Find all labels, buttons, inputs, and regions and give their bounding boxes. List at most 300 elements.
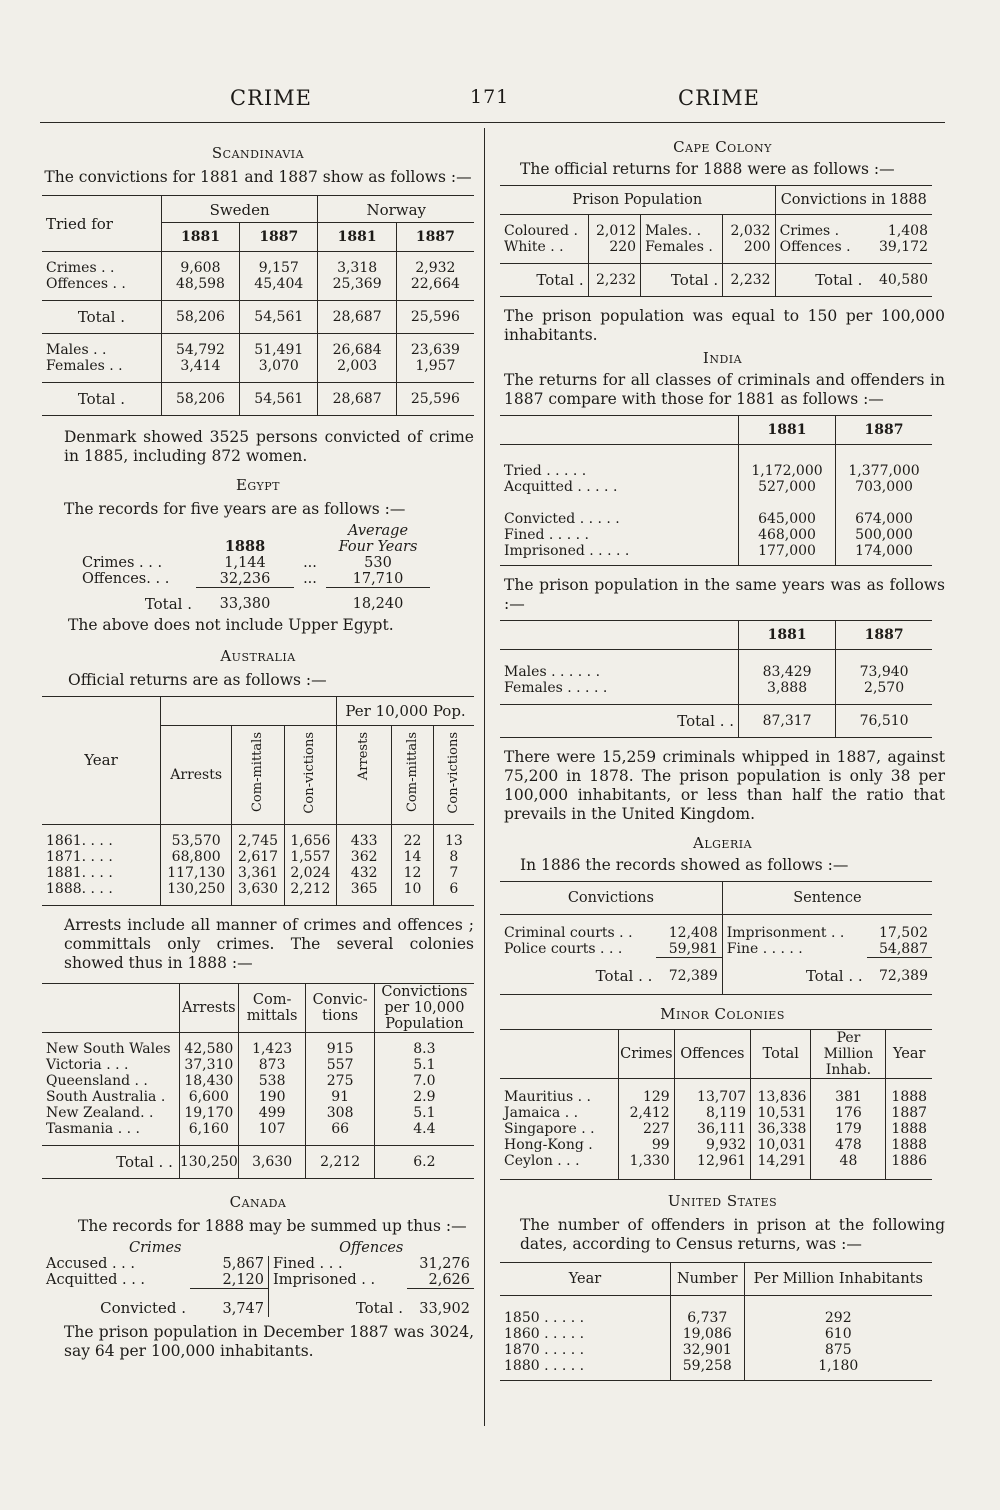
- table-cell: 275: [306, 1073, 374, 1089]
- col-arrests: Arrests: [179, 983, 238, 1032]
- colony-name: Mauritius . .: [504, 1089, 591, 1105]
- year-header: Year: [42, 697, 161, 825]
- table-cell: 54,792: [161, 334, 239, 359]
- dots: ...: [303, 571, 317, 587]
- table-cell: 538: [238, 1073, 306, 1089]
- year-header: 1881: [161, 223, 239, 252]
- table-cell: 3,318: [318, 252, 396, 277]
- row-label: Total . .: [722, 958, 866, 995]
- us-table: [500, 1262, 932, 1381]
- row-label: Offences . .: [46, 276, 126, 292]
- colony-name: New Zealand. .: [46, 1104, 154, 1121]
- row-label: Acquitted . . .: [46, 1271, 146, 1288]
- table-cell: 915: [306, 1032, 374, 1057]
- table-cell: 130,250: [161, 881, 232, 906]
- table-cell: 433: [337, 824, 392, 849]
- table-cell: 2,232: [723, 264, 775, 297]
- canada-intro: The records for 1888 may be summed up thus :—: [78, 1216, 467, 1235]
- table-cell: 28,687: [318, 301, 396, 334]
- header-rule: [40, 122, 945, 123]
- table-cell: 530: [364, 555, 392, 571]
- table-cell: 45,404: [240, 276, 318, 301]
- table-cell: 1,180: [744, 1358, 932, 1381]
- row-label: 1888. . . .: [46, 880, 113, 897]
- col-convictions: Convic-tions: [306, 983, 374, 1032]
- row-label: Criminal courts . .: [504, 925, 633, 941]
- table-cell: 1888: [886, 1121, 932, 1137]
- table-cell: 53,570: [161, 824, 232, 849]
- col-per-million: Per Million Inhabitants: [744, 1263, 932, 1296]
- norway-header: Norway: [318, 196, 474, 223]
- col-arrests-per: [337, 726, 392, 825]
- table-cell: 72,389: [668, 968, 718, 984]
- table-cell: 17,710: [326, 571, 430, 588]
- table-cell: 2,626: [407, 1272, 474, 1289]
- table-cell: 2,003: [318, 358, 396, 383]
- table-cell: 3,630: [232, 881, 284, 906]
- table-cell: 25,596: [396, 383, 474, 416]
- left-column: [42, 128, 474, 1361]
- scandinavia-intro: The convictions for 1881 and 1887 show as follows :—: [44, 168, 472, 186]
- right-column: [500, 128, 945, 1381]
- india-note: There were 15,259 criminals whipped in 1887, against 75,200 in 1878. The prison population is only 38 per 100,000 inhabitants, or less than half the ratio that prevails in the United Kingdom.: [504, 748, 945, 823]
- col-label: Con-victions: [445, 732, 461, 814]
- year-header: 1887: [240, 223, 318, 252]
- row-label: Total .: [144, 594, 192, 613]
- australia-title: Australia: [220, 647, 296, 665]
- india-prison-table: [500, 620, 932, 738]
- dots: ...: [303, 555, 317, 571]
- scandinavia-table: [42, 195, 474, 416]
- table-cell: 23,639: [396, 334, 474, 359]
- algeria-table: [500, 881, 932, 995]
- table-cell: 703,000: [836, 479, 932, 495]
- india-table: [500, 415, 932, 566]
- table-cell: 8,119: [674, 1105, 750, 1121]
- table-cell: 190: [238, 1089, 306, 1105]
- egypt-note: The above does not include Upper Egypt.: [68, 616, 394, 634]
- table-cell: 610: [744, 1326, 932, 1342]
- col-committals: [232, 726, 284, 825]
- year-header: 1887: [836, 621, 932, 650]
- table-cell: 3,747: [222, 1300, 264, 1317]
- table-cell: 25,596: [396, 301, 474, 334]
- scandinavia-title: Scandinavia: [211, 144, 305, 162]
- colony-name: Singapore . .: [504, 1121, 595, 1137]
- row-label: Females . . . . .: [504, 680, 608, 696]
- table-cell: 6.2: [374, 1145, 474, 1178]
- row-label: 1850 . . . . .: [504, 1310, 585, 1326]
- col-committals: Com-mittals: [238, 983, 306, 1032]
- table-cell: 179: [811, 1121, 886, 1137]
- table-cell: 18,430: [179, 1073, 238, 1089]
- table-cell: 32,901: [671, 1342, 745, 1358]
- row-label: 1860 . . . . .: [504, 1326, 585, 1342]
- table-cell: 33,902: [419, 1300, 470, 1317]
- row-label: Total .: [77, 308, 125, 326]
- table-cell: 1,172,000: [739, 445, 836, 480]
- cape-note: The prison population was equal to 150 per 100,000 inhabitants.: [504, 307, 945, 344]
- page-number: 171: [470, 86, 510, 108]
- india-title: India: [702, 349, 743, 367]
- table-cell: 14,291: [751, 1153, 811, 1180]
- table-cell: 39,172: [879, 239, 928, 255]
- minor-colonies-title: Minor Colonies: [660, 1005, 785, 1023]
- table-cell: 36,338: [751, 1121, 811, 1137]
- table-cell: 176: [811, 1105, 886, 1121]
- table-cell: 557: [306, 1057, 374, 1073]
- india-prison-intro: The prison population in the same years was as follows :—: [504, 576, 945, 613]
- cape-intro: The official returns for 1888 were as follows :—: [520, 160, 895, 178]
- table-cell: 5.1: [374, 1105, 474, 1121]
- crimes-header: Crimes: [129, 1239, 182, 1256]
- row-label: Accused . . .: [46, 1255, 136, 1272]
- canada-table: [42, 1240, 474, 1317]
- denmark-note: Denmark showed 3525 persons convicted of crime in 1885, including 872 women.: [64, 428, 474, 465]
- egypt-col-average: [326, 523, 430, 555]
- table-cell: 8: [433, 849, 474, 865]
- table-cell: 1,408: [887, 223, 928, 239]
- table-cell: 107: [238, 1121, 306, 1146]
- table-cell: 292: [744, 1296, 932, 1327]
- table-cell: 12,961: [674, 1153, 750, 1180]
- colony-name: Hong-Kong .: [504, 1137, 593, 1153]
- col-arrests: Arrests: [161, 726, 232, 825]
- table-cell: 19,086: [671, 1326, 745, 1342]
- table-cell: 13,707: [674, 1079, 750, 1106]
- table-cell: 54,561: [240, 383, 318, 416]
- table-cell: 674,000: [836, 495, 932, 527]
- row-label: Imprisoned . . . . .: [504, 543, 630, 559]
- tried-for-label: Tried for: [46, 214, 113, 233]
- table-cell: 58,206: [161, 301, 239, 334]
- table-cell: 527,000: [739, 479, 836, 495]
- table-cell: 1,377,000: [836, 445, 932, 480]
- row-label: 1870 . . . . .: [504, 1342, 585, 1358]
- table-cell: 42,580: [179, 1032, 238, 1057]
- table-cell: 32,236: [196, 571, 294, 588]
- table-cell: 875: [744, 1342, 932, 1358]
- australia-intro: Official returns are as follows :—: [68, 671, 327, 689]
- table-cell: 59,258: [671, 1358, 745, 1381]
- row-label: Females . .: [46, 358, 123, 374]
- table-cell: 2,024: [284, 865, 336, 881]
- table-cell: 8.3: [374, 1032, 474, 1057]
- sweden-header: Sweden: [161, 196, 318, 223]
- canada-title: Canada: [229, 1192, 287, 1211]
- row-label: Crimes .: [775, 215, 866, 240]
- row-label: Total . .: [677, 712, 734, 730]
- algeria-intro: In 1886 the records showed as follows :—: [520, 856, 849, 874]
- row-label: Imprisoned . .: [269, 1272, 408, 1289]
- egypt-title: Egypt: [235, 476, 281, 494]
- table-cell: 4.4: [374, 1121, 474, 1146]
- table-cell: 499: [238, 1105, 306, 1121]
- row-label: Acquitted . . . . .: [504, 479, 618, 495]
- year-header: 1881: [739, 621, 836, 650]
- table-cell: 26,684: [318, 334, 396, 359]
- table-cell: 54,887: [867, 941, 932, 958]
- row-label: Police courts . . .: [504, 941, 623, 957]
- colony-name: South Australia .: [46, 1088, 166, 1105]
- convictions-header: Convictions in 1888: [775, 186, 932, 215]
- table-cell: 76,510: [836, 705, 932, 738]
- table-cell: 220: [588, 239, 640, 264]
- row-label: Fined . . .: [269, 1256, 408, 1272]
- egypt-col-1888: 1888: [224, 538, 266, 555]
- row-label: Imprisonment . .: [722, 915, 866, 942]
- table-cell: 2,212: [284, 881, 336, 906]
- table-cell: 174,000: [836, 543, 932, 566]
- col-crimes: Crimes: [619, 1030, 675, 1079]
- table-cell: 1,330: [619, 1153, 675, 1180]
- row-label: Total .: [775, 264, 866, 297]
- col-total: Total: [751, 1030, 811, 1079]
- table-cell: 6,737: [671, 1296, 745, 1327]
- year-header: 1887: [836, 416, 932, 445]
- table-cell: 6,160: [179, 1121, 238, 1146]
- table-cell: 3,361: [232, 865, 284, 881]
- year-header: 1881: [739, 416, 836, 445]
- table-cell: 7.0: [374, 1073, 474, 1089]
- cape-table: [500, 185, 932, 297]
- table-cell: 1,957: [396, 358, 474, 383]
- table-cell: 3,070: [240, 358, 318, 383]
- row-label: Males. .: [641, 215, 723, 240]
- table-cell: 2,012: [588, 215, 640, 240]
- col-number: Number: [671, 1263, 745, 1296]
- egypt-table: [78, 523, 430, 612]
- col-year: Year: [886, 1030, 932, 1079]
- table-cell: 1,144: [224, 555, 266, 571]
- table-cell: 7: [433, 865, 474, 881]
- sentence-header: Sentence: [722, 882, 932, 915]
- table-cell: 1886: [886, 1153, 932, 1180]
- row-label: Males . . . . . .: [504, 664, 601, 680]
- average-label: Average: [347, 523, 409, 539]
- col-convictions-per: [433, 726, 474, 825]
- table-cell: 91: [306, 1089, 374, 1105]
- table-cell: 1,557: [284, 849, 336, 865]
- table-cell: 2,212: [306, 1145, 374, 1178]
- table-cell: 10,031: [751, 1137, 811, 1153]
- table-cell: 9,608: [161, 252, 239, 277]
- table-cell: 2,232: [588, 264, 640, 297]
- table-cell: 33,380: [219, 596, 271, 612]
- colony-name: Total . .: [116, 1152, 173, 1171]
- table-cell: 1,423: [238, 1032, 306, 1057]
- col-label: Com-mittals: [250, 732, 266, 813]
- row-label: Fined . . . . .: [504, 527, 589, 543]
- table-cell: 22: [392, 824, 433, 849]
- table-cell: 36,111: [674, 1121, 750, 1137]
- col-per-million: Per Million Inhab.: [811, 1030, 886, 1079]
- col-label: Com-mittals: [404, 732, 420, 813]
- table-cell: 25,369: [318, 276, 396, 301]
- row-label: Tried . . . . .: [504, 463, 587, 479]
- table-cell: 308: [306, 1105, 374, 1121]
- table-cell: 68,800: [161, 849, 232, 865]
- table-cell: 28,687: [318, 383, 396, 416]
- australia-note: Arrests include all manner of crimes and offences ; committals only crimes. The several colonies showed thus in 1888 :—: [64, 915, 474, 972]
- table-cell: 3,888: [739, 680, 836, 705]
- table-cell: 10: [392, 881, 433, 906]
- table-cell: 6: [433, 881, 474, 906]
- table-cell: 13,836: [751, 1079, 811, 1106]
- table-cell: 117,130: [161, 865, 232, 881]
- colony-name: Queensland . .: [46, 1072, 148, 1089]
- table-cell: 5,867: [222, 1255, 264, 1272]
- table-cell: 17,502: [879, 925, 928, 941]
- row-label: Offences .: [775, 239, 866, 264]
- table-cell: 59,981: [656, 941, 722, 958]
- table-cell: 48: [811, 1153, 886, 1180]
- table-cell: 3,630: [238, 1145, 306, 1178]
- row-label: Crimes . . .: [82, 555, 163, 571]
- table-cell: 381: [811, 1079, 886, 1106]
- row-label: 1871. . . .: [46, 848, 113, 865]
- table-cell: 2,617: [232, 849, 284, 865]
- table-cell: 2,412: [619, 1105, 675, 1121]
- table-cell: 13: [433, 824, 474, 849]
- table-cell: 3,414: [161, 358, 239, 383]
- col-convictions: [284, 726, 336, 825]
- table-cell: 73,940: [836, 650, 932, 681]
- col-year: Year: [568, 1271, 602, 1287]
- row-label: Convicted . . . . .: [504, 511, 620, 527]
- row-label: 1861. . . .: [46, 832, 113, 849]
- column-divider: [484, 128, 485, 1426]
- india-intro: The returns for all classes of criminals and offenders in 1887 compare with those for 1881 as follows :—: [504, 371, 945, 408]
- per-pop-header: Per 10,000 Pop.: [337, 697, 474, 726]
- table-cell: 227: [619, 1121, 675, 1137]
- us-intro: The number of offenders in prison at the following dates, according to Census returns, was :—: [520, 1216, 945, 1253]
- minor-colonies-table: [500, 1029, 932, 1180]
- colony-name: Tasmania . . .: [46, 1120, 140, 1137]
- table-cell: 83,429: [739, 650, 836, 681]
- row-label: Males . .: [46, 342, 107, 358]
- col-label: Arrests: [356, 732, 372, 781]
- table-cell: 200: [723, 239, 775, 264]
- table-cell: 54,561: [240, 301, 318, 334]
- table-cell: 177,000: [739, 543, 836, 566]
- table-cell: 40,580: [879, 272, 928, 288]
- table-cell: 2,745: [232, 824, 284, 849]
- year-header: 1887: [396, 223, 474, 252]
- table-cell: 130,250: [179, 1145, 238, 1178]
- algeria-title: Algeria: [692, 834, 753, 852]
- year-header: 1881: [318, 223, 396, 252]
- colonies-table: [42, 983, 474, 1179]
- colony-name: Victoria . . .: [46, 1056, 129, 1073]
- row-label: Coloured .: [504, 223, 578, 239]
- table-cell: 2,120: [190, 1272, 269, 1289]
- table-cell: 2,570: [836, 680, 932, 705]
- row-label: Total .: [269, 1288, 408, 1317]
- running-head-right: CRIME: [678, 86, 761, 110]
- table-cell: 645,000: [739, 495, 836, 527]
- table-cell: 365: [337, 881, 392, 906]
- colony-name: Ceylon . . .: [504, 1153, 580, 1169]
- table-cell: 129: [619, 1079, 675, 1106]
- table-cell: 31,276: [419, 1255, 470, 1272]
- table-cell: 468,000: [739, 527, 836, 543]
- row-label: Crimes . .: [46, 260, 115, 276]
- table-cell: 58,206: [161, 383, 239, 416]
- table-cell: 9,157: [240, 252, 318, 277]
- row-label: Total .: [77, 390, 125, 408]
- table-cell: 22,664: [396, 276, 474, 301]
- table-cell: 10,531: [751, 1105, 811, 1121]
- table-cell: 18,240: [352, 596, 404, 612]
- cape-title: Cape Colony: [673, 138, 772, 156]
- col-convictions-per-10000: Convictions per 10,000 Population: [374, 983, 474, 1032]
- running-head-left: CRIME: [230, 86, 313, 110]
- table-cell: 37,310: [179, 1057, 238, 1073]
- table-cell: 2,932: [396, 252, 474, 277]
- row-label: Offences. . .: [82, 571, 170, 587]
- row-label: Total .: [641, 264, 723, 297]
- table-cell: 51,491: [240, 334, 318, 359]
- row-label: Total . .: [595, 966, 653, 985]
- colony-name: New South Wales: [46, 1040, 171, 1057]
- table-cell: 72,389: [879, 968, 928, 984]
- table-cell: 19,170: [179, 1105, 238, 1121]
- united-states-title: United States: [667, 1192, 778, 1210]
- row-label: Females .: [641, 239, 723, 264]
- col-committals-per: [392, 726, 433, 825]
- table-cell: 432: [337, 865, 392, 881]
- row-label: 1880 . . . . .: [504, 1358, 585, 1374]
- table-cell: 2.9: [374, 1089, 474, 1105]
- table-cell: 5.1: [374, 1057, 474, 1073]
- prison-population-header: Prison Population: [572, 192, 703, 208]
- table-cell: 14: [392, 849, 433, 865]
- table-cell: 478: [811, 1137, 886, 1153]
- table-cell: 66: [306, 1121, 374, 1146]
- table-cell: 362: [337, 849, 392, 865]
- table-cell: 9,932: [674, 1137, 750, 1153]
- four-years-label: Four Years: [338, 539, 418, 555]
- row-label: Fine . . . . .: [722, 941, 866, 958]
- col-label: Con-victions: [302, 732, 318, 814]
- table-cell: 1,656: [284, 824, 336, 849]
- table-cell: 12: [392, 865, 433, 881]
- egypt-intro: The records for five years are as follows :—: [64, 500, 406, 518]
- canada-note: The prison population in December 1887 was 3024, say 64 per 100,000 inhabitants.: [64, 1322, 474, 1360]
- offences-header: Offences: [339, 1239, 404, 1256]
- row-label: Total .: [536, 271, 584, 289]
- table-cell: 99: [619, 1137, 675, 1153]
- table-cell: 1888: [886, 1079, 932, 1106]
- col-offences: Offences: [674, 1030, 750, 1079]
- table-cell: 6,600: [179, 1089, 238, 1105]
- table-cell: 2,032: [723, 215, 775, 240]
- australia-table: [42, 696, 474, 906]
- convictions-header: Convictions: [567, 890, 654, 906]
- row-label: 1881. . . .: [46, 864, 113, 881]
- table-cell: 1888: [886, 1137, 932, 1153]
- table-cell: 12,408: [668, 925, 718, 941]
- row-label: White . .: [504, 239, 564, 255]
- table-cell: 1887: [886, 1105, 932, 1121]
- table-cell: 873: [238, 1057, 306, 1073]
- table-cell: 87,317: [739, 705, 836, 738]
- table-cell: 500,000: [836, 527, 932, 543]
- row-label: Convicted .: [100, 1299, 186, 1318]
- colony-name: Jamaica . .: [504, 1105, 579, 1121]
- table-cell: 48,598: [161, 276, 239, 301]
